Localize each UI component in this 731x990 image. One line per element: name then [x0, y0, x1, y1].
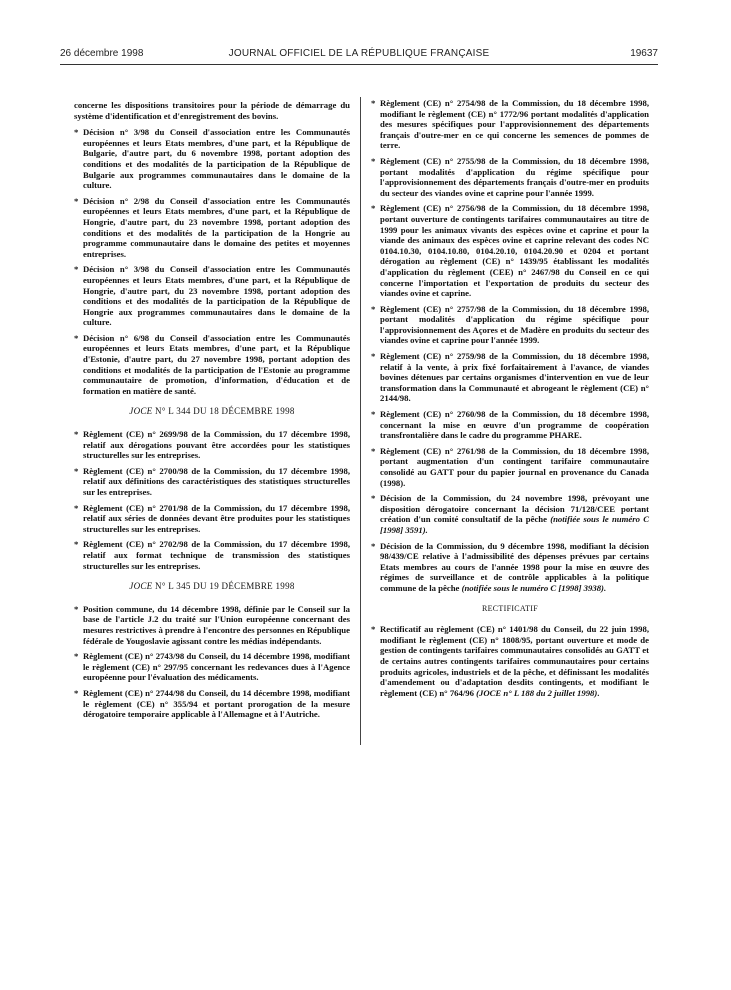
bullet-icon: *	[371, 409, 376, 420]
issue-label: N° L 345 DU 19 DÉCEMBRE 1998	[152, 581, 295, 592]
bullet-icon: *	[371, 351, 376, 362]
journal-title: JOURNAL OFFICIEL DE LA RÉPUBLIQUE FRANÇAISE	[228, 48, 490, 59]
entry-text: Décision n° 2/98 du Conseil d'association entre les Communautés européennes et leurs Etats membres, d'une part, et la République de Hongrie, d'autre part, du 23 novembre 1998, portant adoption des conditions et des modalités de la participation de la Hongrie au programme communautaire dans le domaine des petites et moyennes entreprises.	[83, 195, 350, 259]
entry-text: Position commune, du 14 décembre 1998, définie par le Conseil sur la base de l'article J.2 du traité sur l'Union européenne concernant des mesures restrictives à prendre à l'encontre des personnes en République fédérale de Yougoslavie agissant contre les médias indépendants.	[83, 603, 350, 646]
continuation-text: concerne les dispositions transitoires pour la période de démarrage du système d'identification et d'enregistrement des bovins.	[74, 100, 350, 121]
entry-text: Décision de la Commission, du 9 décembre 1998, modifiant la décision 98/439/CE relative à l'admissibilité des dépenses prévues par certains Etats membres au cours de l'année 1998 pour la mise en œuvre des régimes de surveillance et de contrôle applicables à la politique commune de la pêche	[380, 540, 649, 593]
list-item	[74, 466, 350, 498]
bullet-icon: *	[74, 687, 79, 698]
list-item	[371, 446, 649, 488]
left-column	[74, 100, 350, 725]
list-item	[371, 624, 649, 698]
list-item	[371, 541, 649, 594]
bullet-icon: *	[74, 429, 79, 440]
bullet-icon: *	[371, 445, 376, 456]
list-item	[371, 156, 649, 198]
page-header	[60, 48, 658, 62]
list-item	[74, 127, 350, 191]
list-item	[74, 688, 350, 720]
list-item	[74, 429, 350, 461]
bullet-icon: *	[371, 155, 376, 166]
entry-text: Règlement (CE) n° 2699/98 de la Commission, du 17 décembre 1998, relatif aux dérogations pouvant être accordées pour les statistiques structurelles sur les entreprises.	[83, 429, 350, 461]
joce-reference: (JOCE n° L 188 du 2 juillet 1998)	[476, 687, 598, 698]
joce-label: JOCE	[129, 406, 153, 417]
list-item	[74, 264, 350, 328]
entry-text: Règlement (CE) n° 2754/98 de la Commission, du 18 décembre 1998, modifiant le règlement (CE) n° 1772/96 portant modalités d'application des mesures spécifiques pour l'approvisionnement des départements français d'outre-mer en ce qui concerne les semences de pommes de terre.	[380, 98, 649, 151]
entry-text: Règlement (CE) n° 2761/98 de la Commission, du 18 décembre 1998, portant augmentation d'un contingent tarifaire communautaire consolidé au GATT pour du papier journal en provenance du Canada (1998).	[380, 445, 649, 488]
entry-text: Décision n° 3/98 du Conseil d'association entre les Communautés européennes et leurs Etats membres, d'une part, et la République de Bulgarie, d'autre part, du 6 novembre 1998, portant adoption des conditions et des modalités de la participation de la République de Bulgarie aux programmes communautaires dans le domaine de la culture.	[83, 127, 350, 191]
bullet-icon: *	[371, 493, 376, 504]
list-item	[371, 409, 649, 441]
bullet-icon: *	[74, 465, 79, 476]
header-date: 26 décembre 1998	[60, 48, 144, 59]
list-item	[371, 351, 649, 404]
bullet-icon: *	[74, 127, 79, 138]
bullet-icon: *	[74, 502, 79, 513]
entry-text: Décision n° 6/98 du Conseil d'association entre les Communautés européennes et leurs Etats membres, d'une part, et la République d'Estonie, d'autre part, du 27 novembre 1998, portant adoption des conditions et modalités de la participation de l'Estonie au programme communautaire de promotion, d'information, d'éducation et de formation en matière de santé.	[83, 332, 350, 396]
notification-ref: (notifiée sous le numéro C [1998] 3591).	[380, 514, 649, 535]
entry-text: Règlement (CE) n° 2700/98 de la Commission, du 17 décembre 1998, relatif aux définitions des caractéristiques des statistiques structurelles sur les entreprises.	[83, 465, 350, 497]
entry-text: Règlement (CE) n° 2701/98 de la Commission, du 17 décembre 1998, relatif aux séries de données devant être produites pour les statistiques structurelles sur les entreprises.	[83, 502, 350, 534]
list-item	[74, 539, 350, 571]
bullet-icon: *	[74, 264, 79, 275]
section-heading-344	[74, 406, 350, 417]
entry-text: Décision n° 3/98 du Conseil d'association entre les Communautés européennes et leurs Etats membres, d'une part, et la République de Hongrie, d'autre part, du 23 novembre 1998, portant adoption des conditions et des modalités de la participation de la République de Hongrie aux programmes communautaires dans le domaine de la culture.	[83, 264, 350, 328]
list-item	[74, 604, 350, 646]
entry-text: Règlement (CE) n° 2744/98 du Conseil, du 14 décembre 1998, modifiant le règlement (CE) n° 355/94 et portant prorogation de la mesure dérogatoire temporaire applicable à l'Allemagne et à l'Autriche.	[83, 687, 350, 720]
issue-label: N° L 344 DU 18 DÉCEMBRE 1998	[152, 406, 295, 417]
list-item	[74, 651, 350, 683]
list-item	[74, 333, 350, 397]
bullet-icon: *	[74, 651, 79, 662]
section-heading-345	[74, 581, 350, 592]
bullet-icon: *	[371, 98, 376, 108]
rectificatif-heading: RECTIFICATIF	[481, 603, 539, 613]
entry-text: Rectificatif au règlement (CE) n° 1401/98 du Conseil, du 22 juin 1998, modifiant le règlement (CE) n° 1808/95, portant ouverture et mode de gestion de contingents tarifaires communautaires consolidés au GATT et de certains autres contingents tarifaires communautaires pour certains produits agricoles, industriels et de la pêche, et définissant les modalités d'amendement ou d'adaptation desdits contingents, et modifiant le règlement (CE) n° 764/96	[380, 624, 649, 698]
bullet-icon: *	[371, 303, 376, 314]
bullet-icon: *	[371, 624, 376, 635]
bullet-icon: *	[74, 332, 79, 343]
bullet-icon: *	[74, 603, 79, 614]
list-item	[371, 203, 649, 298]
entry-text: Règlement (CE) n° 2756/98 de la Commission, du 18 décembre 1998, portant ouverture de contingents tarifaires communautaires au titre de 1999 pour les animaux vivants des espèces ovine et caprine et pour la viande des animaux des espèces ovine et caprine relevant des codes NC 0104.10.30, 0104.10.80, 0104.20.10, 0104.20.90 et 0204 et portant dérogation au règlement (CE) n° 1439/95 établissant les modalités d'application du règlement (CEE) n° 2467/98 du Conseil en ce qui concerne l'importation et l'exportation de produits du secteur des viandes ovine et caprine.	[380, 203, 649, 299]
page-number: 19637	[630, 48, 658, 59]
list-item	[74, 503, 350, 535]
entry-text: Règlement (CE) n° 2759/98 de la Commission, du 18 décembre 1998, relatif à la vente, à prix fixé forfaitairement à l'avance, de viandes bovines détenues par certains organismes d'intervention en vue de leur transformation dans la Communauté et abrogeant le règlement (CE) n° 2144/98.	[380, 351, 649, 404]
entry-text-end: .	[597, 687, 600, 698]
bullet-icon: *	[74, 539, 79, 550]
entry-text: Règlement (CE) n° 2702/98 de la Commission, du 17 décembre 1998, relatif aux format technique de transmission des statistiques structurelles sur les entreprises.	[83, 539, 350, 571]
joce-label: JOCE	[129, 581, 153, 592]
entry-text: Règlement (CE) n° 2755/98 de la Commission, du 18 décembre 1998, portant modalités d'application du régime spécifique pour l'approvisionnement des départements français d'outre-mer en produits du secteur des viandes ovine et caprine pour l'année 1999.	[380, 155, 649, 198]
list-item	[371, 493, 649, 535]
bullet-icon: *	[371, 540, 376, 551]
header-rule	[60, 64, 658, 65]
entry-text: Règlement (CE) n° 2760/98 de la Commission, du 18 décembre 1998, concernant la mise en œuvre d'un programme de coopération transfrontalière dans le cadre du programme PHARE.	[380, 409, 649, 441]
bullet-icon: *	[74, 195, 79, 206]
bullet-icon: *	[371, 203, 376, 214]
notification-ref: (notifiée sous le numéro C [1998] 3938).	[461, 582, 607, 593]
list-item	[371, 304, 649, 346]
entry-text: Règlement (CE) n° 2743/98 du Conseil, du 14 décembre 1998, modifiant le règlement (CE) n° 297/95 concernant les redevances dues à l'Agence européenne pour l'évaluation des médicaments.	[83, 651, 350, 683]
list-item	[74, 196, 350, 260]
entry-text: Décision de la Commission, du 24 novembre 1998, prévoyant une disposition dérogatoire concernant la décision 71/128/CEE portant création d'un comité consultatif de la pêche	[380, 493, 649, 525]
column-divider	[360, 97, 361, 745]
entry-text: Règlement (CE) n° 2757/98 de la Commission, du 18 décembre 1998, portant modalités d'application du régime spécifique pour l'approvisionnement des Açores et de Madère en produits du secteur des viandes ovine et caprine pour l'année 1999.	[380, 303, 649, 346]
list-item	[371, 98, 649, 151]
right-column	[371, 98, 649, 703]
